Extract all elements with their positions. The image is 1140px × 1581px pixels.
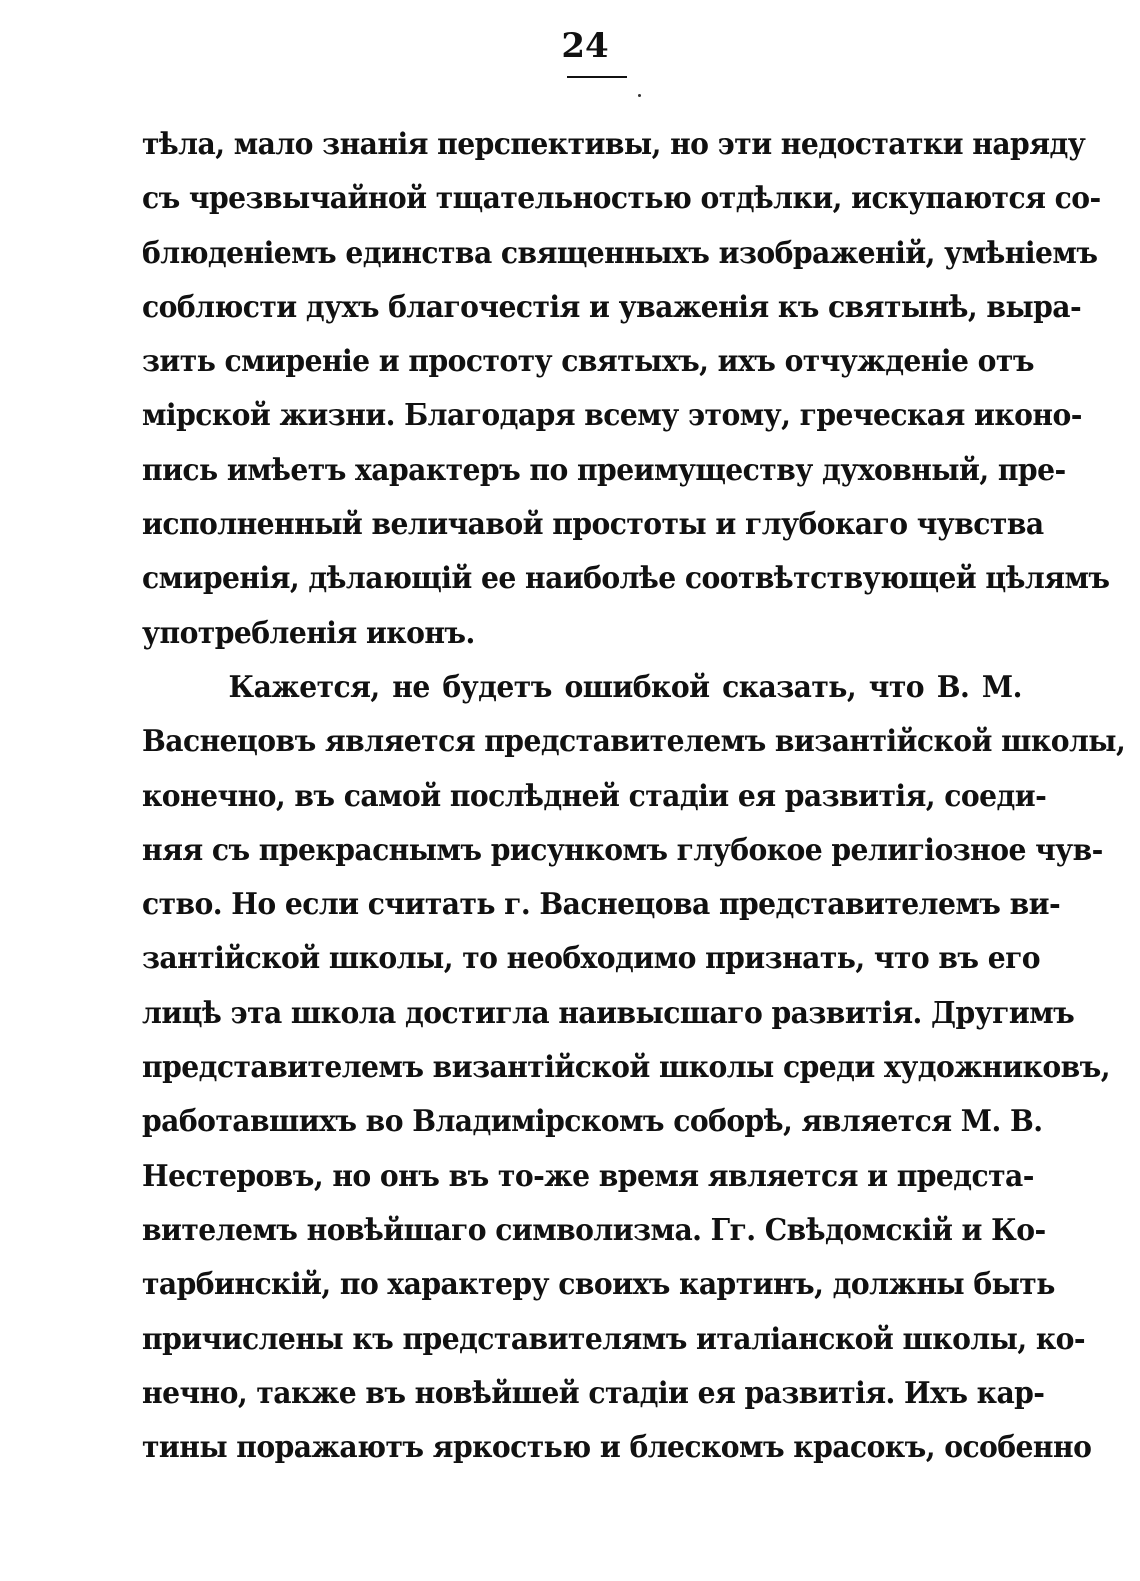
text-line: мірской жизни. Благодаря всему этому, греческая иконо- [142, 398, 1082, 434]
text-line: зантійской школы, то необходимо признать, что въ его [142, 941, 1041, 977]
print-speck [638, 94, 641, 97]
text-line: причислены къ представителямъ италіанской школы, ко- [142, 1321, 1086, 1357]
text-line: зить смиреніе и простоту святыхъ, ихъ отчужденіе отъ [142, 344, 1034, 380]
text-line: пись имѣетъ характеръ по преимуществу духовный, пре- [142, 452, 1066, 488]
page-number-rule [567, 76, 627, 78]
text-line: соблюсти духъ благочестія и уваженія къ святынѣ, выра- [142, 289, 1082, 325]
text-line: работавшихъ во Владимірскомъ соборѣ, является М. В. [142, 1104, 1043, 1140]
text-line: Нестеровъ, но онъ въ то-же время является и предста- [142, 1158, 1034, 1194]
text-line: представителемъ византійской школы среди художниковъ, [142, 1050, 1110, 1086]
text-line: блюденіемъ единства священныхъ изображеній, умѣніемъ [142, 235, 1098, 271]
text-line: тины поражаютъ яркостью и блескомъ красокъ, особенно [142, 1430, 1092, 1466]
text-line: тарбинскій, по характеру своихъ картинъ, должны быть [142, 1267, 1055, 1303]
text-line: вителемъ новѣйшаго символизма. Гг. Свѣдомскій и Ко- [142, 1212, 1046, 1248]
text-line: съ чрезвычайной тщательностью отдѣлки, искупаются со- [142, 181, 1101, 217]
text-line: смиренія, дѣлающій ее наиболѣе соотвѣтствующей цѣлямъ [142, 561, 1110, 597]
text-line: употребленія иконъ. [142, 615, 475, 651]
text-line: Васнецовъ является представителемъ византійской школы, [142, 724, 1126, 760]
text-line: няя съ прекраснымъ рисункомъ глубокое религіозное чув- [142, 832, 1103, 868]
text-line: конечно, въ самой послѣдней стадіи ея развитія, соеди- [142, 778, 1047, 814]
text-line: ство. Но если считать г. Васнецова представителемъ ви- [142, 887, 1061, 923]
body-text [142, 118, 1126, 1475]
text-line: нечно, также въ новѣйшей стадіи ея развитія. Ихъ кар- [142, 1375, 1045, 1411]
text-line: Кажется, не будетъ ошибкой сказать, что В. М. [228, 669, 1022, 705]
text-line: исполненный величавой простоты и глубокаго чувства [142, 507, 1044, 543]
text-line: лицѣ эта школа достигла наивысшаго развитія. Другимъ [142, 995, 1075, 1031]
text-line: тѣла, мало знанія перспективы, но эти недостатки наряду [142, 127, 1086, 162]
page-number: 24 [561, 26, 609, 66]
